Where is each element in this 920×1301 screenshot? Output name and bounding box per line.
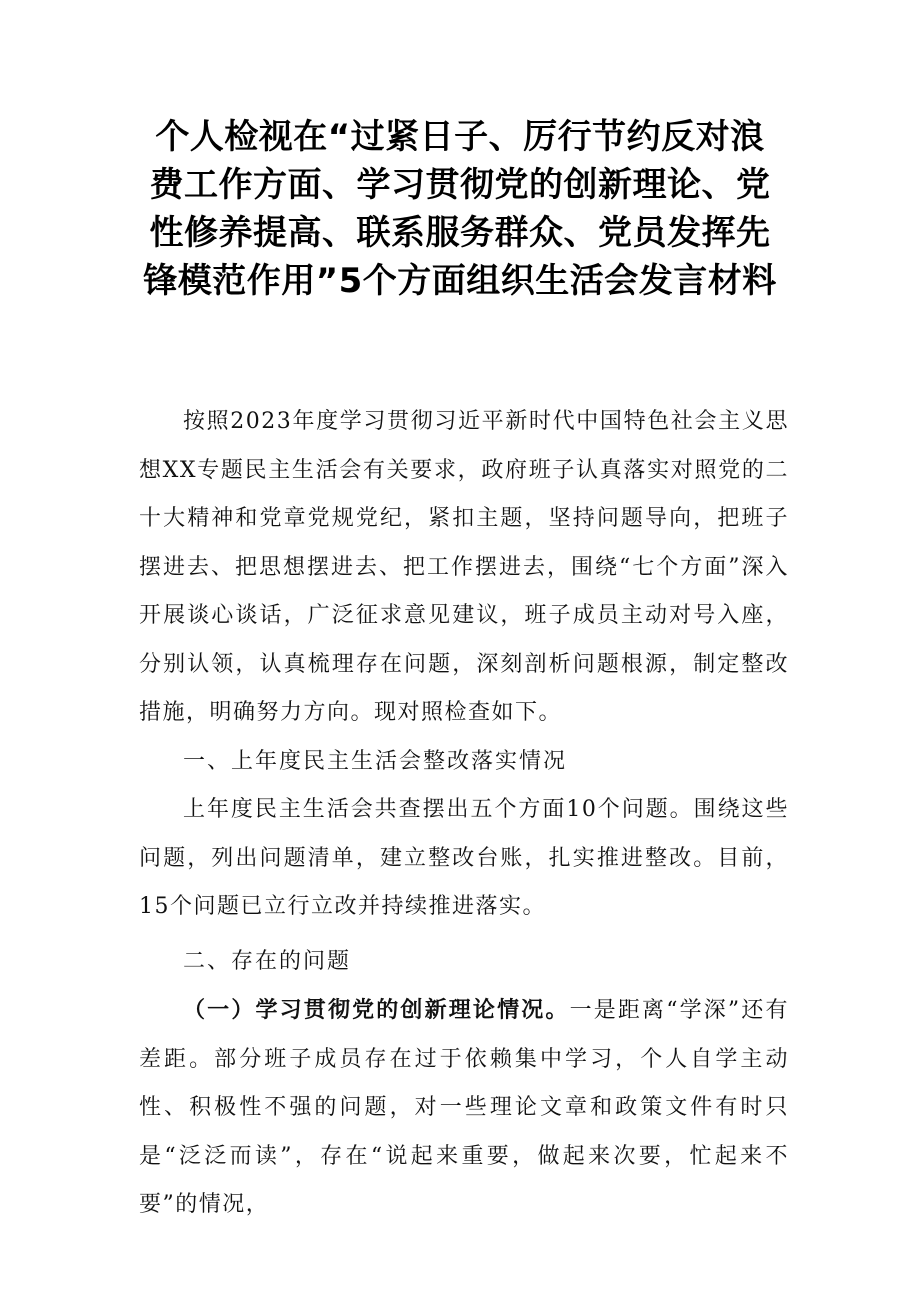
section-1-paragraph: 上年度民主生活会共查摆出五个方面10个问题。围绕这些问题，列出问题清单，建立整改台账，扎实推进整改。目前，15个问题已立行立改并持续推进落实。: [139, 797, 789, 919]
section-heading-1: 一、上年度民主生活会整改落实情况: [183, 748, 568, 774]
document-body: [139, 398, 789, 1230]
subsection-1-heading: （一）学习贯彻党的创新理论情况。: [183, 997, 570, 1023]
document-title: 个人检视在“过紧日子、厉行节约反对浪费工作方面、学习贯彻党的创新理论、党性修养提高、联系服务群众、党员发挥先锋模范作用”5个方面组织生活会发言材料: [143, 117, 777, 301]
subsection-1-text: 一是距离“学深”还有差距。部分班子成员存在过于依赖集中学习，个人自学主动性、积极性不强的问题，对一些理论文章和政策文件有时只是“泛泛而读”，存在“说起来重要，做起来次要，忙起来不要”的情况，: [139, 998, 789, 1217]
intro-paragraph: 按照2023年度学习贯彻习近平新时代中国特色社会主义思想XX专题民主生活会有关要求，政府班子认真落实对照党的二十大精神和党章党规党纪，紧扣主题，坚持问题导向，把班子摆进去、把思想摆进去、把工作摆进去，围绕“七个方面”深入开展谈心谈话，广泛征求意见建议，班子成员主动对号入座，分别认领，认真梳理存在问题，深刻剖析问题根源，制定整改措施，明确努力方向。现对照检查如下。: [139, 409, 789, 725]
subsection-1-paragraph: [139, 986, 789, 1230]
section-heading-2: 二、存在的问题: [183, 948, 352, 974]
